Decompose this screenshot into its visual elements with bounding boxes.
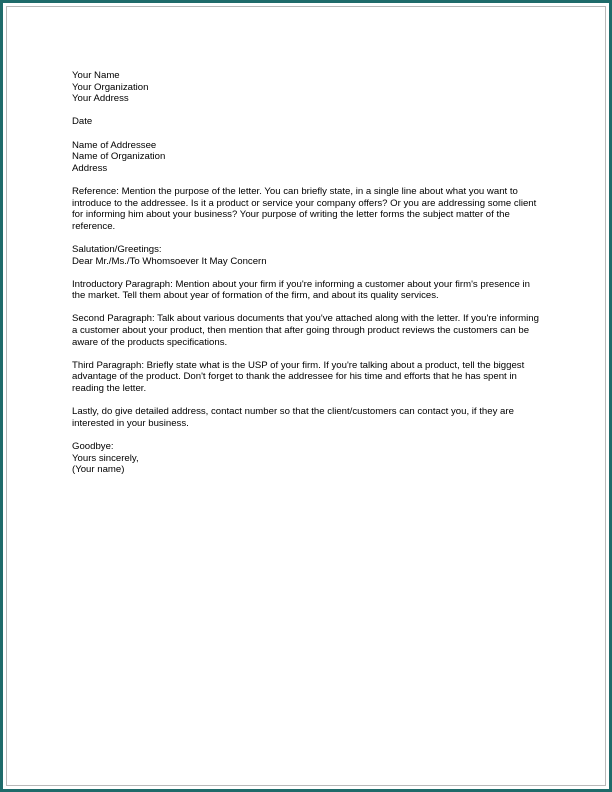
reference-text: Reference: Mention the purpose of the letter. You can briefly state, in a single line about what you want to introduce to the addressee. Is it a product or service your company offers? Or you are addressing some client for informing him about your business? Your purpose of writing the letter forms the subject matter of the reference. [72, 185, 537, 232]
closing-paragraph: Lastly, do give detailed address, contact number so that the client/customers can contact you, if they are interested in your business. [72, 406, 514, 429]
sender-name: Your Name [72, 70, 120, 81]
salutation-label: Salutation/Greetings: [72, 243, 162, 255]
third-paragraph-block [72, 360, 544, 395]
salutation-block [72, 244, 544, 267]
goodbye-label: Goodbye: [72, 441, 114, 452]
sender-block [72, 70, 544, 105]
signoff-block [72, 441, 544, 476]
addressee-organization: Name of Organization [72, 151, 166, 163]
signature-name: (Your name) [72, 464, 125, 476]
addressee-name: Name of Addressee [72, 139, 157, 151]
reference-block [72, 186, 544, 232]
second-paragraph-block [72, 313, 544, 348]
closing-paragraph-block [72, 406, 544, 429]
letter-body [72, 70, 544, 487]
introductory-paragraph-block [72, 279, 544, 302]
letter-date: Date [72, 116, 93, 128]
closing-phrase: Yours sincerely, [72, 452, 139, 464]
salutation-text: Dear Mr./Ms./To Whomsoever It May Concern [72, 255, 267, 267]
second-paragraph: Second Paragraph: Talk about various documents that you've attached along with the letter. If you're informing a customer about your product, then mention that after going through product reviews the customers can be aware of the products specifications. [72, 313, 539, 348]
introductory-paragraph: Introductory Paragraph: Mention about your firm if you're informing a customer about your firm's presence in the market. Tell them about year of formation of the firm, and about its quality services. [72, 278, 530, 302]
addressee-block [72, 140, 544, 175]
addressee-address: Address [72, 162, 108, 174]
third-paragraph: Third Paragraph: Briefly state what is the USP of your firm. If you're talking about a product, tell the biggest advantage of the product. Don't forget to thank the addressee for his time and efforts that he has spent in reading the letter. [72, 359, 525, 395]
sender-organization: Your Organization [72, 81, 149, 93]
sender-address: Your Address [72, 93, 129, 105]
date-block [72, 116, 544, 128]
